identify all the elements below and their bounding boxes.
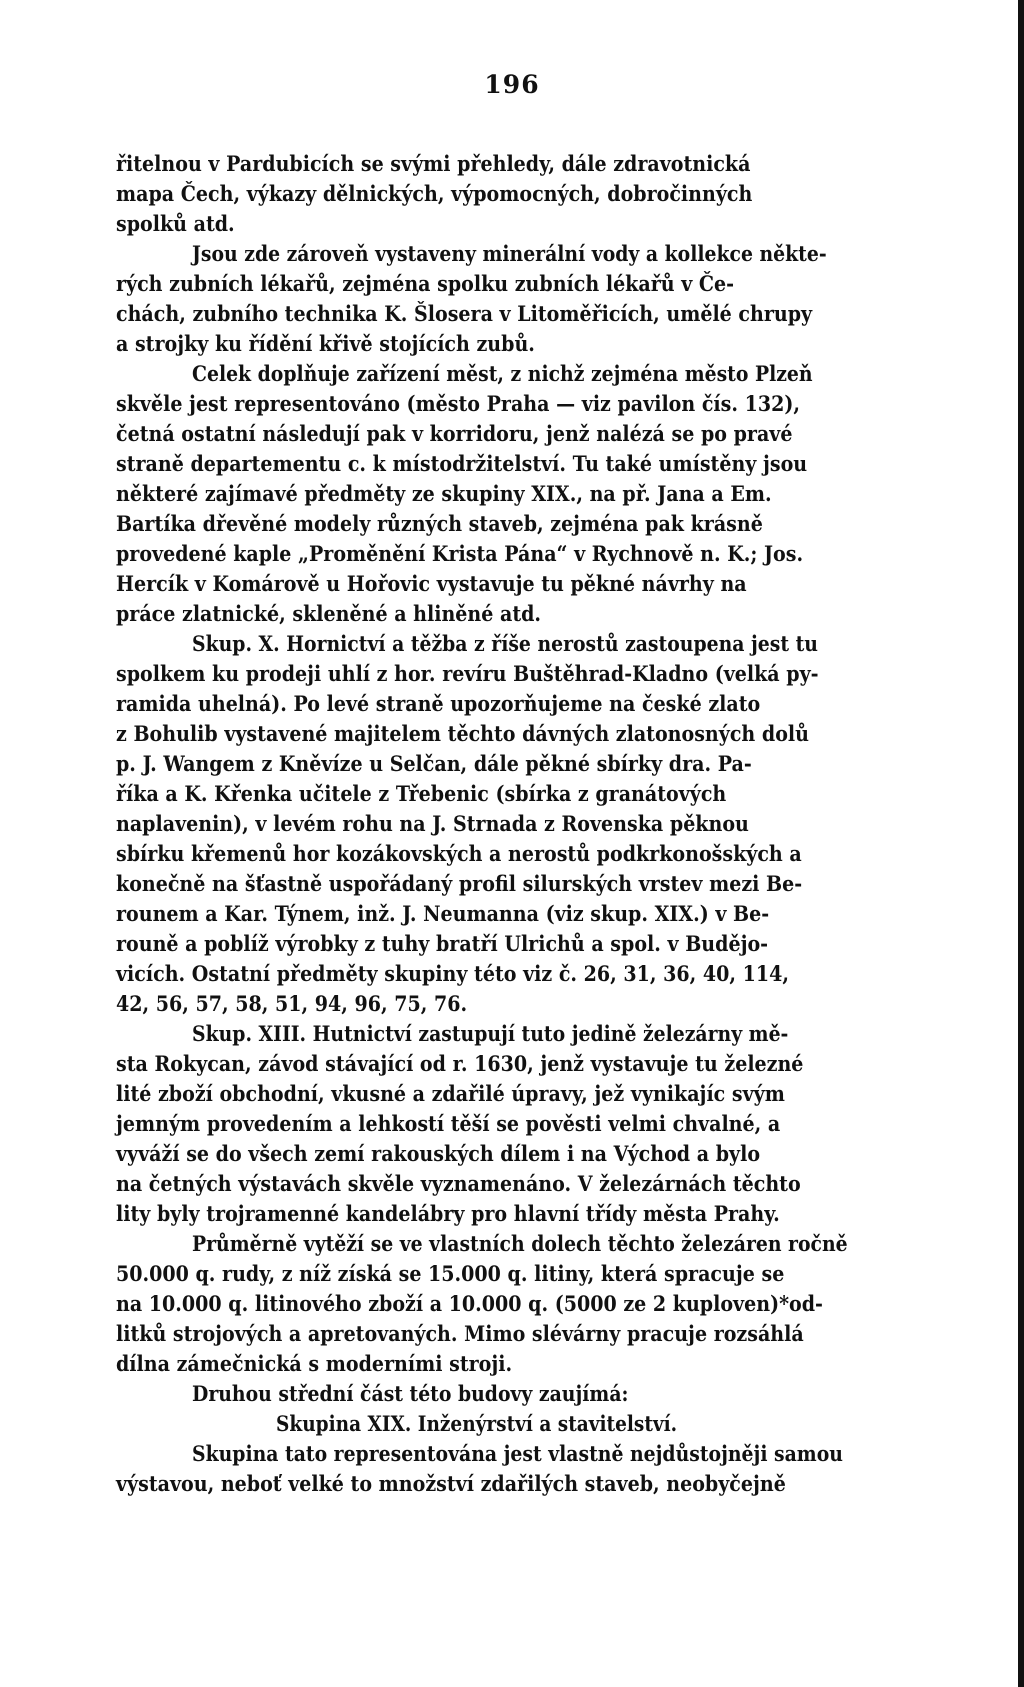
page-number: 196 [484,70,540,99]
text-line: naplavenin), v levém rohu na J. Strnada z Rovenska pěknou [116,812,749,837]
text-line: rých zubních lékařů, zejména spolku zubních lékařů v Če- [116,272,735,297]
text-line: provedené kaple „Proměnění Krista Pána“ v Rychnově n. K.; Jos. [116,542,804,567]
body-text [116,150,1024,1500]
text-line: spolkem ku prodeji uhlí z hor. revíru Buštěhrad-Kladno (velká py- [116,662,819,687]
text-line: sbírku křemenů hor kozákovských a nerostů podkrkonošských a [116,842,802,867]
text-line: Skup. XIII. Hutnictví zastupují tuto jedině železárny mě- [192,1022,789,1047]
text-line: jemným provedením a lehkostí těší se pověsti velmi chvalné, a [116,1112,781,1137]
text-line: 50.000 q. rudy, z níž získá se 15.000 q. litiny, která spracuje se [116,1262,785,1287]
text-line: lity byly trojramenné kandelábry pro hlavní třídy města Prahy. [116,1202,780,1227]
text-line: Hercík v Komárově u Hořovic vystavuje tu pěkné návrhy na [116,572,747,597]
text-line: konečně na šťastně uspořádaný profil silurských vrstev mezi Be- [116,872,803,897]
text-line: Druhou střední část této budovy zaujímá: [192,1382,629,1407]
text-line: z Bohulib vystavené majitelem těchto dávných zlatonosných dolů [116,722,809,747]
text-line: rouně a poblíž výrobky z tuhy bratří Ulrichů a spol. v Budějo- [116,932,769,957]
text-line: skvěle jest representováno (město Praha — viz pavilon čís. 132), [116,392,801,417]
text-line: mapa Čech, výkazy dělnických, výpomocných, dobročinných [116,182,753,207]
text-line: Bartíka dřevěné modely různých staveb, zejména pak krásně [116,512,763,537]
text-line: rounem a Kar. Týnem, inž. J. Neumanna (viz skup. XIX.) v Be- [116,902,770,927]
text-line: některé zajímavé předměty ze skupiny XIX., na př. Jana a Em. [116,482,772,507]
text-line: Průměrně vytěží se ve vlastních dolech těchto železáren ročně [192,1232,848,1257]
text-line: Skupina XIX. Inženýrství a stavitelství. [276,1412,678,1437]
text-line: vyváží se do všech zemí rakouských dílem i na Východ a bylo [116,1142,761,1167]
text-line: Jsou zde zároveň vystaveny minerální vody a kollekce někte- [192,242,827,267]
text-line: vicích. Ostatní předměty skupiny této viz č. 26, 31, 36, 40, 114, [116,962,790,987]
text-line: na 10.000 q. litinového zboží a 10.000 q. (5000 ze 2 kuploven)*od- [116,1292,823,1317]
text-line: lité zboží obchodní, vkusné a zdařilé úpravy, jež vynikajíc svým [116,1082,785,1107]
text-line: výstavou, neboť velké to množství zdařilých staveb, neobyčejně [116,1472,786,1497]
text-line: práce zlatnické, skleněné a hliněné atd. [116,602,542,627]
text-line: na četných výstavách skvěle vyznamenáno. V železárnách těchto [116,1172,801,1197]
text-line: p. J. Wangem z Kněvíze u Selčan, dále pěkné sbírky dra. Pa- [116,752,752,777]
text-line: sta Rokycan, závod stávající od r. 1630, jenž vystavuje tu železné [116,1052,804,1077]
text-line: Skup. X. Hornictví a těžba z říše nerostů zastoupena jest tu [192,632,818,657]
text-line: litků strojových a apretovaných. Mimo slévárny pracuje rozsáhlá [116,1322,804,1347]
text-line: Skupina tato representována jest vlastně nejdůstojněji samou [192,1442,843,1467]
text-line: řitelnou v Pardubicích se svými přehledy, dále zdravotnická [116,152,751,177]
text-line: četná ostatní následují pak v korridoru, jenž nalézá se po pravé [116,422,793,447]
text-line: Celek doplňuje zařízení měst, z nichž zejména město Plzeň [192,362,813,387]
text-line: 42, 56, 57, 58, 51, 94, 96, 75, 76. [116,992,468,1017]
text-line: a strojky ku řídění křivě stojících zubů. [116,332,535,357]
text-line: říka a K. Křenka učitele z Třebenic (sbírka z granátových [116,782,727,807]
text-line: ramida uhelná). Po levé straně upozorňujeme na české zlato [116,692,761,717]
text-line: dílna zámečnická s moderními stroji. [116,1352,513,1377]
text-line: straně departementu c. k místodržitelství. Tu také umístěny jsou [116,452,808,477]
text-line: spolků atd. [116,212,235,237]
text-line: chách, zubního technika K. Šlosera v Litoměřicích, umělé chrupy [116,302,813,327]
